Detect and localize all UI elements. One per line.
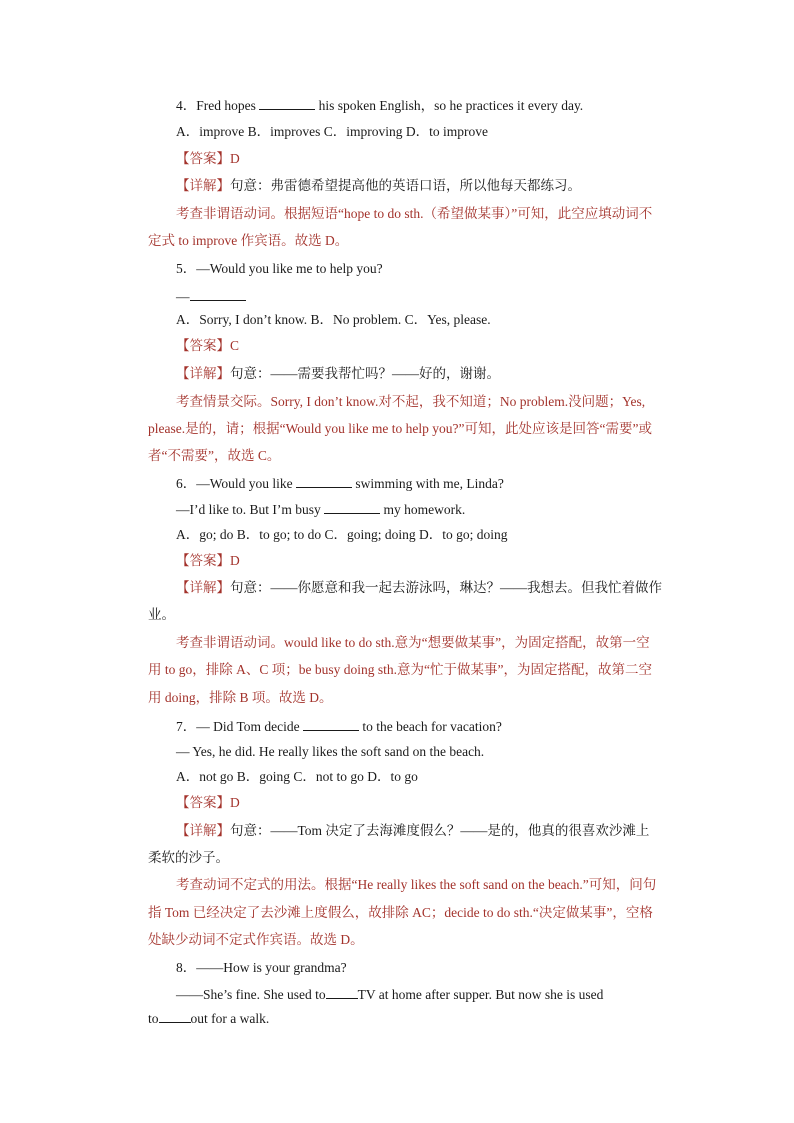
q7-explain — [176, 823, 649, 839]
q6-explain — [176, 580, 662, 596]
q5-analysis-line-2: please.是的，请；根据“Would you like me to help you?”可知，此处应该是回答“需要”或 — [148, 421, 652, 436]
q5-options: A．Sorry, I don’t know. B．No problem. C．Yes, please. — [176, 312, 491, 327]
q6-options: A．go; do B．to go; to do C．going; doing D．to go; doing — [176, 527, 508, 542]
q8-reply-line-2 — [148, 1010, 269, 1027]
q4-options: A．improve B．improves C．improving D．to improve — [176, 124, 488, 139]
q8-reply-line-1 — [176, 986, 603, 1003]
q7-explain-text: 句意：——Tom 决定了去海滩度假么？——是的，他真的很喜欢沙滩上 — [230, 823, 650, 838]
q7-reply: — Yes, he did. He really likes the soft sand on the beach. — [176, 744, 485, 759]
q4-answer: 【答案】D — [176, 151, 240, 166]
q7-explain-line-2: 柔软的沙子。 — [148, 850, 229, 865]
q4-blank — [259, 97, 315, 110]
q6-blank-2 — [324, 501, 380, 514]
q7-analysis-line-2: 指 Tom 已经决定了去沙滩上度假么，故排除 AC；decide to do sth.“决定做某事”，空格 — [148, 905, 653, 920]
q8-blank-2 — [159, 1010, 191, 1023]
q6-reply-text-end: my homework. — [380, 502, 466, 517]
q8-reply-text-end: TV at home after supper. But now she is used — [357, 987, 604, 1002]
q6-answer: 【答案】D — [176, 553, 240, 568]
q8-reply2-text: to — [148, 1011, 159, 1026]
q5-explain — [176, 366, 500, 382]
q6-reply-text: —I’d like to. But I’m busy — [176, 502, 325, 517]
q6-stem-text: 6．—Would you like — [176, 476, 297, 491]
q8-reply-text: ——She’s fine. She used to — [176, 987, 326, 1002]
q6-explain-line-2: 业。 — [148, 607, 175, 622]
q4-explain-tag: 【详解】 — [176, 178, 230, 193]
q6-analysis-line-2: 用 to go，排除 A、C 项；be busy doing sth.意为“忙于做某事”，为固定搭配，故第二空 — [148, 662, 652, 677]
q7-analysis-line-3: 处缺少动词不定式作宾语。故选 D。 — [148, 932, 364, 947]
q6-blank-1 — [296, 475, 352, 488]
q7-stem-text: 7．— Did Tom decide — [176, 719, 304, 734]
q5-reply-dash: — — [176, 289, 190, 304]
q7-answer: 【答案】D — [176, 795, 240, 810]
q5-explain-tag: 【详解】 — [176, 366, 230, 381]
q7-blank — [303, 718, 359, 731]
q4-analysis-line-2: 定式 to improve 作宾语。故选 D。 — [148, 233, 349, 248]
q4-explain-text: 句意：弗雷德希望提高他的英语口语，所以他每天都练习。 — [230, 178, 581, 193]
q7-analysis-line-1: 考查动词不定式的用法。根据“He really likes the soft sand on the beach.”可知，问句 — [176, 877, 657, 892]
q6-explain-tag: 【详解】 — [176, 580, 230, 595]
q6-analysis-line-1: 考查非谓语动词。would like to do sth.意为“想要做某事”，为固定搭配，故第一空 — [176, 635, 650, 650]
q4-explain — [176, 178, 581, 194]
q7-options: A．not go B．going C．not to go D．to go — [176, 769, 418, 784]
q6-analysis-line-3: 用 doing，排除 B 项。故选 D。 — [148, 690, 333, 705]
q8-blank-1 — [326, 986, 358, 999]
q4-stem-text: 4．Fred hopes — [176, 98, 260, 113]
q7-stem — [176, 718, 502, 735]
q4-analysis-line-1: 考查非谓语动词。根据短语“hope to do sth.（希望做某事）”可知，此空应填动词不 — [176, 206, 653, 221]
q5-stem: 5．—Would you like me to help you? — [176, 261, 383, 276]
q8-stem: 8．——How is your grandma? — [176, 960, 347, 975]
q7-stem-text-end: to the beach for vacation? — [359, 719, 502, 734]
q6-stem-text-end: swimming with me, Linda? — [352, 476, 504, 491]
q5-blank — [190, 288, 246, 301]
q5-analysis-line-3: 者“不需要”，故选 C。 — [148, 448, 281, 463]
q4-stem — [176, 97, 583, 114]
q5-explain-text: 句意：——需要我帮忙吗？——好的，谢谢。 — [230, 366, 500, 381]
q5-analysis-line-1: 考查情景交际。Sorry, I don’t know.对不起，我不知道；No problem.没问题；Yes, — [176, 394, 646, 409]
q6-stem — [176, 475, 504, 492]
q4-stem-text-end: his spoken English，so he practices it every day. — [315, 98, 584, 113]
q6-explain-text: 句意：——你愿意和我一起去游泳吗，琳达？——我想去。但我忙着做作 — [230, 580, 662, 595]
q8-reply2-text-end: out for a walk. — [190, 1011, 270, 1026]
q7-explain-tag: 【详解】 — [176, 823, 230, 838]
q5-answer: 【答案】C — [176, 338, 240, 353]
q5-reply — [176, 288, 246, 305]
q6-reply — [176, 501, 465, 518]
